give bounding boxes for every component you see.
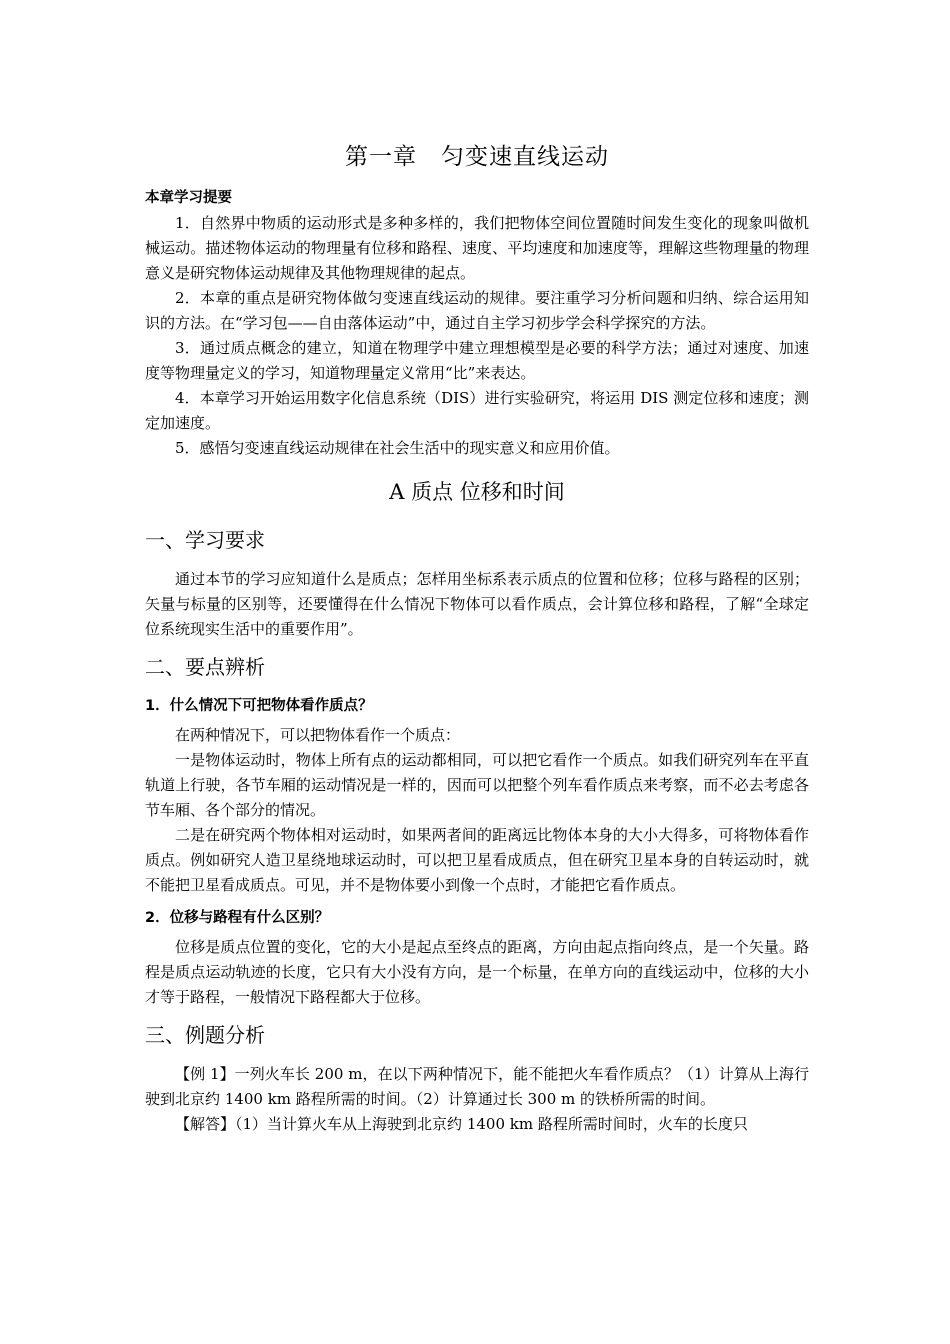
summary-item: 2．本章的重点是研究物体做匀变速直线运动的规律。要注重学习分析问题和归纳、综合运用知识的方法。在“学习包——自由落体运动”中，通过自主学习初步学会科学探究的方法。 <box>145 289 809 332</box>
document-page <box>145 140 809 1137</box>
q1-paragraph: 二是在研究两个物体相对运动时，如果两者间的距离远比物体本身的大小大得多，可将物体看作质点。例如研究人造卫星绕地球运动时，可以把卫星看成质点，但在研究卫星本身的自转运动时，就不能把卫星看成质点。可见，并不是物体要小到像一个点时，才能把它看作质点。 <box>145 826 809 894</box>
q1-paragraph: 在两种情况下，可以把物体看作一个质点： <box>175 726 461 744</box>
part1-heading: 一、学习要求 <box>145 528 265 552</box>
part2-heading: 二、要点辨析 <box>145 655 265 679</box>
summary-item: 3．通过质点概念的建立，知道在物理学中建立理想模型是必要的科学方法；通过对速度、加速度等物理量定义的学习，知道物理量定义常用“比”来表达。 <box>145 339 809 382</box>
chapter-title: 第一章 匀变速直线运动 <box>345 144 609 170</box>
q2-paragraph: 位移是质点位置的变化，它的大小是起点至终点的距离，方向由起点指向终点，是一个矢量。路程是质点运动轨迹的长度，它只有大小没有方向，是一个标量，在单方向的直线运动中，位移的大小才等于路程，一般情况下路程都大于位移。 <box>145 938 809 1006</box>
summary-list <box>145 211 809 461</box>
summary-heading: 本章学习提要 <box>145 190 232 206</box>
summary-item: 1．自然界中物质的运动形式是多种多样的，我们把物体空间位置随时间发生变化的现象叫做机械运动。描述物体运动的物理量有位移和路程、速度、平均速度和加速度等，理解这些物理量的物理意义是研究物体运动规律及其他物理规律的起点。 <box>145 214 809 282</box>
q2-heading: 2．位移与路程有什么区别？ <box>145 910 330 926</box>
q2-body <box>145 935 809 1010</box>
section-title: A 质点 位移和时间 <box>389 480 565 504</box>
q1-paragraph: 一是物体运动时，物体上所有点的运动都相同，可以把它看作一个质点。如我们研究列车在平直轨道上行驶，各节车厢的运动情况是一样的，因而可以把整个列车看作质点来考察，而不必去考虑各节车厢、各个部分的情况。 <box>145 751 809 819</box>
q1-heading: 1．什么情况下可把物体看作质点？ <box>145 698 373 714</box>
summary-item: 5．感悟匀变速直线运动规律在社会生活中的现实意义和应用价值。 <box>175 439 620 457</box>
example-text: 【例 1】一列火车长 200 m，在以下两种情况下，能不能把火车看作质点？（1）计算从上海行驶到北京约 1400 km 路程所需的时间。（2）计算通过长 300 m 的铁桥所需的时间。 <box>145 1065 809 1108</box>
part1-text: 通过本节的学习应知道什么是质点；怎样用坐标系表示质点的位置和位移；位移与路程的区别；矢量与标量的区别等，还要懂得在什么情况下物体可以看作质点，会计算位移和路程，了解“全球定位系统现实生活中的重要作用”。 <box>145 570 809 638</box>
summary-item: 4．本章学习开始运用数字化信息系统（DIS）进行实验研究，将运用 DIS 测定位移和速度；测定加速度。 <box>145 389 809 432</box>
part3-heading: 三、例题分析 <box>145 1023 265 1047</box>
answer-text: 【解答】（1）当计算火车从上海驶到北京约 1400 km 路程所需时间时，火车的长度只 <box>175 1115 748 1133</box>
part1-body <box>145 567 809 642</box>
